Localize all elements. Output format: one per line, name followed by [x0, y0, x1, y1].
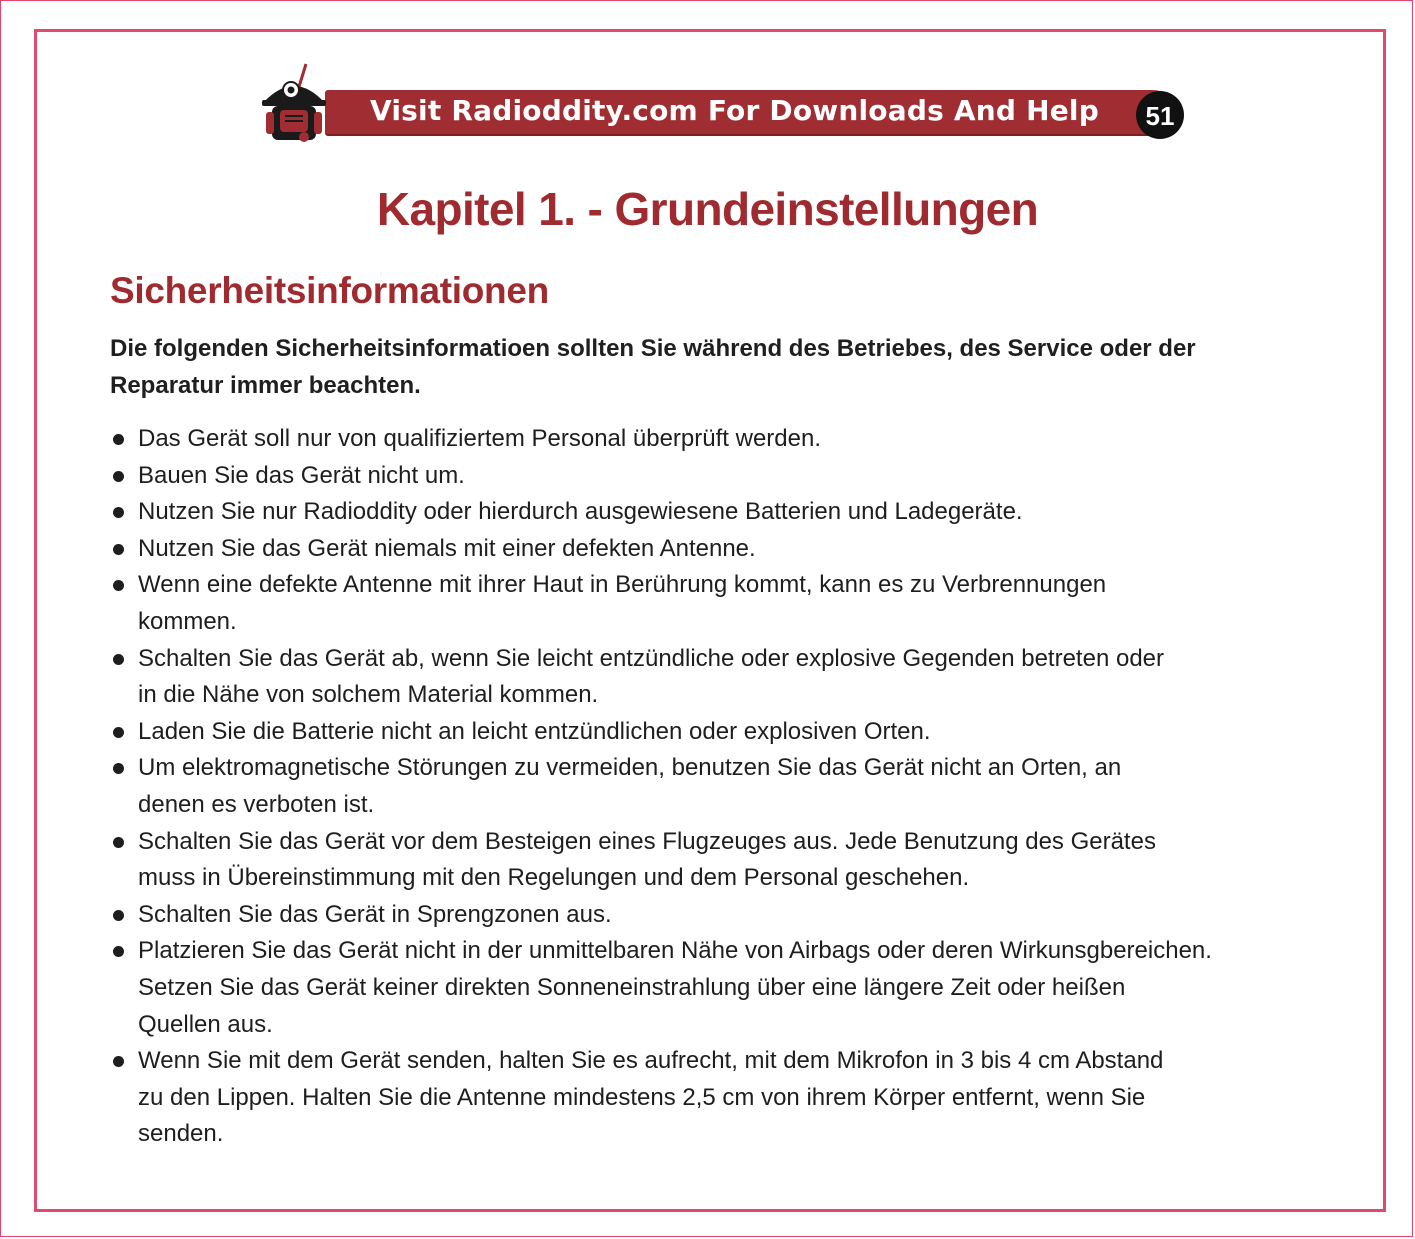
- list-item: [110, 933, 1340, 1043]
- list-item-text: Wenn Sie mit dem Gerät senden, halten Sie es aufrecht, mit dem Mikrofon in 3 bis 4 cm Abstand zu den Lippen. Halten Sie die Antenne mindestens 2,5 cm von ihrem Körper entfernt, wenn Sie senden.: [138, 1047, 1164, 1148]
- page-number-badge: 51: [1136, 91, 1184, 139]
- header-banner-text: Visit Radioddity.com For Downloads And Help: [370, 94, 1099, 127]
- bullet-icon: [113, 910, 124, 921]
- intro-paragraph: Die folgenden Sicherheitsinformatioen sollten Sie während des Betriebes, des Service oder der Reparatur immer beachten.: [110, 335, 1196, 399]
- list-item-text: Das Gerät soll nur von qualifiziertem Personal überprüft werden.: [138, 425, 821, 452]
- list-item-text: Schalten Sie das Gerät ab, wenn Sie leicht entzündliche oder explosive Gegenden betreten oder in die Nähe von solchem Material kommen.: [138, 644, 1164, 709]
- bullet-icon: [113, 763, 124, 774]
- list-item-text: Platzieren Sie das Gerät nicht in der unmittelbaren Nähe von Airbags oder deren Wirkunsgbereichen. Setzen Sie das Gerät keiner direkten Sonneneinstrahlung über eine längere Zeit oder heißen Quellen aus.: [138, 937, 1212, 1038]
- bullet-icon: [113, 727, 124, 738]
- list-item-text: Wenn eine defekte Antenne mit ihrer Haut in Berührung kommt, kann es zu Verbrennungen kommen.: [138, 571, 1107, 635]
- list-item: [110, 714, 1340, 751]
- bullet-icon: [113, 544, 124, 555]
- list-item: [110, 531, 1340, 568]
- list-item: [110, 458, 1340, 495]
- radio-robot-mascot-icon: [258, 60, 330, 150]
- bullet-icon: [113, 471, 124, 482]
- list-item-text: Schalten Sie das Gerät vor dem Besteigen eines Flugzeuges aus. Jede Benutzung des Gerätes muss in Übereinstimmung mit den Regelungen und dem Personal geschehen.: [138, 827, 1156, 892]
- list-item-text: Nutzen Sie das Gerät niemals mit einer defekten Antenne.: [138, 534, 756, 562]
- list-item-text: Um elektromagnetische Störungen zu vermeiden, benutzen Sie das Gerät nicht an Orten, an denen es verboten ist.: [138, 754, 1122, 818]
- list-item: [110, 1043, 1340, 1153]
- list-item: [110, 750, 1340, 823]
- bullet-icon: [113, 837, 124, 848]
- chapter-title: Kapitel 1. - Grundeinstellungen: [376, 183, 1039, 235]
- bullet-icon: [113, 434, 124, 445]
- section-heading: Sicherheitsinformationen: [110, 270, 549, 311]
- bullet-icon: [113, 507, 124, 518]
- bullet-icon: [113, 580, 124, 591]
- list-item: [110, 567, 1340, 640]
- list-item: [110, 421, 1340, 458]
- bullet-icon: [113, 654, 124, 665]
- list-item: [110, 824, 1340, 897]
- list-item-text: Laden Sie die Batterie nicht an leicht entzündlichen oder explosiven Orten.: [138, 717, 931, 745]
- list-item-text: Nutzen Sie nur Radioddity oder hierdurch ausgewiesene Batterien und Ladegeräte.: [138, 498, 1023, 526]
- list-item-text: Schalten Sie das Gerät in Sprengzonen aus.: [138, 900, 612, 928]
- bullet-icon: [113, 1056, 124, 1067]
- safety-list: [110, 421, 1340, 1153]
- list-item: [110, 897, 1340, 934]
- list-item: [110, 641, 1340, 714]
- list-item-text: Bauen Sie das Gerät nicht um.: [138, 461, 465, 489]
- list-item: [110, 494, 1340, 531]
- bullet-icon: [113, 946, 124, 957]
